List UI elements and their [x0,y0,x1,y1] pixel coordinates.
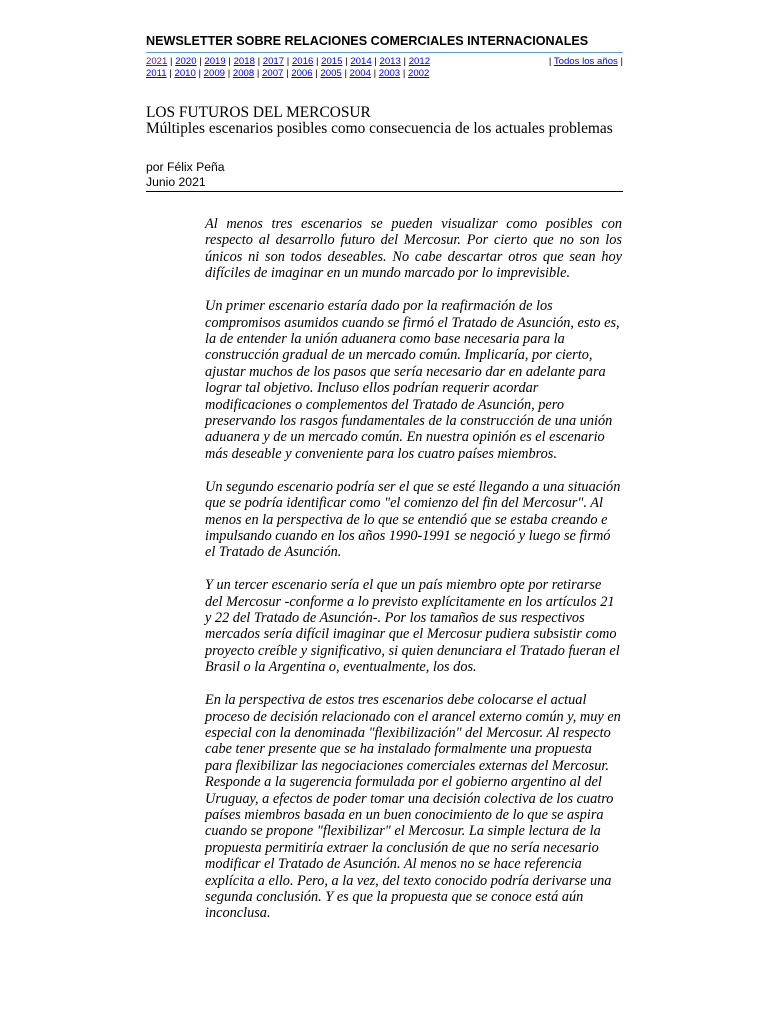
year-separator: | [403,56,407,67]
paragraph: Y un tercer escenario sería el que un país miembro opte por retirarse del Mercosur -conforme a lo previsto explícitamente en los artículos 21 y 22 del Tratado de Asunción-. Por los tamaños de sus respectivos mercados sería difícil imaginar que el Mercosur pudiera subsistir como proyecto creíble y significativo, si quien denunciara el Tratado fueran el Brasil o la Argentina o, eventualmente, los dos. [205,577,620,676]
year-separator: | [227,68,231,79]
year-link-2019[interactable]: 2019 [204,56,226,67]
year-separator: | [315,68,318,79]
year-link-2009[interactable]: 2009 [203,68,226,79]
article-title: LOS FUTUROS DEL MERCOSUR [146,104,371,121]
year-separator: | [286,68,289,79]
year-link-2013[interactable]: 2013 [379,56,401,67]
article-body [205,216,622,938]
paragraph: Al menos tres escenarios se pueden visualizar como posibles con respecto al desarrollo futuro del Mercosur. Por cierto que no son los únicos ni son todos deseables. No cabe descartar otros que sean hoy difíciles de imaginar en un mundo marcado por lo imprevisible. [205,216,622,282]
year-separator: | [620,56,623,67]
article-subtitle: Múltiples escenarios posibles como consecuencia de los actuales problemas [146,120,613,137]
author: por Félix Peña [146,160,225,174]
year-link-2003[interactable]: 2003 [378,68,401,79]
year-separator: | [344,68,347,79]
byline-divider [146,191,623,192]
publication-date: Junio 2021 [146,175,206,189]
year-link-2016[interactable]: 2016 [291,56,314,67]
year-separator: | [286,56,290,67]
paragraph: Un primer escenario estaría dado por la reafirmación de los compromisos asumidos cuando se firmó el Tratado de Asunción, esto es, la de entender la unión aduanera como base necesaria para la construcción gradual de un mercado común. Implicaría, por cierto, ajustar muchos de los pasos que sería necesario dar en adelante para lograr tal objetivo. Incluso ellos podrían requerir acordar modificaciones o complementos del Tratado de Asunción, pero preservando los rasgos fundamentales de la construcción de una unión aduanera y de un mercado común. En nuestra opinión es el escenario más deseable y conveniente para los cuatro países miembros. [205,298,620,462]
year-link-2005[interactable]: 2005 [320,68,342,79]
year-separator: | [228,56,231,67]
year-link-2014[interactable]: 2014 [350,56,372,67]
year-separator: | [374,56,377,67]
year-separator: | [198,68,201,79]
year-link-2017[interactable]: 2017 [262,56,285,67]
all-years-link[interactable]: Todos los años [553,56,618,67]
paragraph: Un segundo escenario podría ser el que se esté llegando a una situación que se podría identificar como "el comienzo del fin del Mercosur". Al menos en la perspectiva de lo que se entendió que se estaba creando e impulsando cuando en los años 1990-1991 se negoció y luego se firmó el Tratado de Asunción. [205,478,621,561]
year-separator: | [373,68,377,79]
header-divider [146,52,623,53]
newsletter-title: NEWSLETTER SOBRE RELACIONES COMERCIALES INTERNACIONALES [146,34,589,48]
year-separator: | [257,56,261,67]
year-separator: | [548,56,552,67]
year-link-2018[interactable]: 2018 [233,56,255,67]
year-link-2012[interactable]: 2012 [408,56,431,67]
paragraph: En la perspectiva de estos tres escenarios debe colocarse el actual proceso de decisión relacionado con el arancel externo común y, muy en especial con la denominada "flexibilización" del Mercosur. Al respecto cabe tener presente que se ha instalado formalmente una propuesta para flexibilizar las negociaciones comerciales externas del Mercosur. Responde a la sugerencia formulada por el gobierno argentino al del Uruguay, a efectos de poder tomar una decisión colectiva de los cuatro países miembros basada en un buen conocimiento de lo que se aspira cuando se propone "flexibilizar" el Mercosur. La simple lectura de la propuesta permitiría extraer la conclusión de que no sería necesario modificar el Tratado de Asunción. Al menos no se hace referencia explícita a ello. Pero, a la vez, del texto conocido podría derivarse una segunda conclusión. Y es que la propuesta que se conoce está aún inconclusa. [205,692,621,922]
year-link-2010[interactable]: 2010 [174,68,196,79]
year-separator: | [169,68,172,79]
year-link-2015[interactable]: 2015 [321,56,343,67]
year-row-2 [146,68,623,80]
year-separator: | [345,56,348,67]
byline [146,160,225,190]
year-link-2006[interactable]: 2006 [291,68,313,79]
year-link-2020[interactable]: 2020 [175,56,197,67]
year-separator: | [402,68,406,79]
year-link-2021[interactable]: 2021 [146,56,168,67]
year-link-2008[interactable]: 2008 [232,68,255,79]
year-link-2011[interactable]: 2011 [146,68,167,79]
year-separator: | [170,56,173,67]
year-separator: | [256,68,260,79]
all-years-nav [549,56,623,68]
year-separator: | [199,56,202,67]
year-separator: | [315,56,319,67]
year-navigation [146,56,623,80]
year-link-2002[interactable]: 2002 [407,68,430,79]
year-link-2007[interactable]: 2007 [262,68,284,79]
year-link-2004[interactable]: 2004 [349,68,371,79]
